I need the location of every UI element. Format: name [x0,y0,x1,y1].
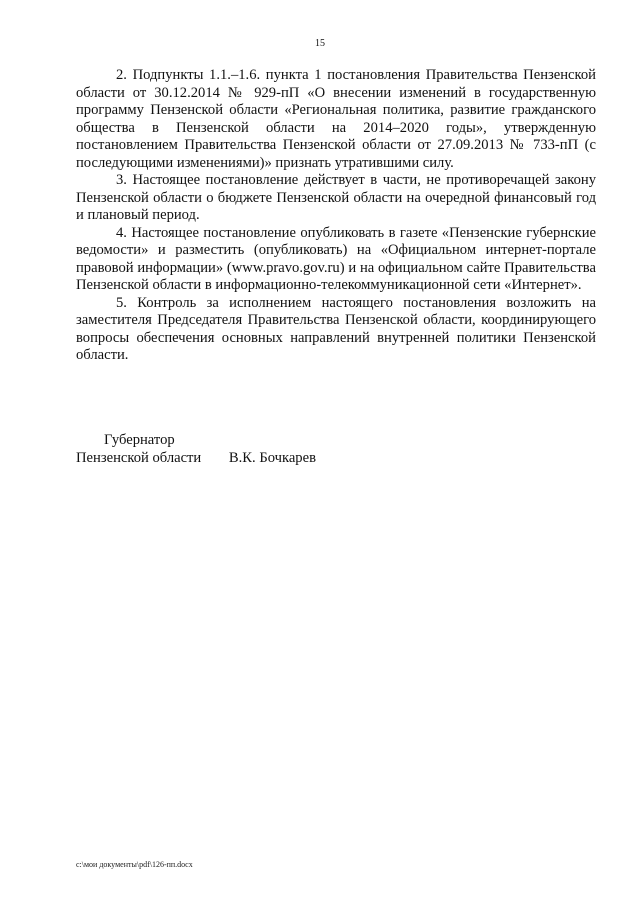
signature-row [76,449,316,467]
signatory-name: В.К. Бочкарев [228,450,316,466]
paragraph-3: 3. Настоящее постановление действует в части, не противоречащей закону Пензенской области о бюджете Пензенской области на очередной финансовый год и плановый период. [76,172,596,223]
signatory-region: Пензенской области [76,450,202,466]
paragraph-5: 5. Контроль за исполнением настоящего постановления возложить на заместителя Председателя Правительства Пензенской области, координирующего вопросы обеспечения основных направлений внутренней политики Пензенской области. [76,294,596,363]
signature-block [76,431,316,467]
signatory-position: Губернатор [104,432,175,448]
paragraph-4: 4. Настоящее постановление опубликовать в газете «Пензенские губернские ведомости» и разместить (опубликовать) на «Официальном интернет-портале правовой информации» (www.pravo.gov.ru) и на официальном сайте Правительства Пензенской области в информационно-телекоммуникационной сети «Интернет». [76,224,596,293]
file-path-footer: c:\мои документы\pdf\126-пп.docx [76,860,193,869]
page-number: 15 [315,38,325,49]
paragraph-2: 2. Подпункты 1.1.–1.6. пункта 1 постановления Правительства Пензенской области от 30.12.2014 № 929-пП «О внесении изменений в государственную программу Пензенской области «Региональная политика, развитие гражданского общества в Пензенской области на 2014–2020 годы», утвержденную постановлением Правительства Пензенской области от 27.09.2013 № 733-пП (с последующими изменениями)» признать утратившими силу. [76,67,596,171]
document-body [76,67,596,365]
